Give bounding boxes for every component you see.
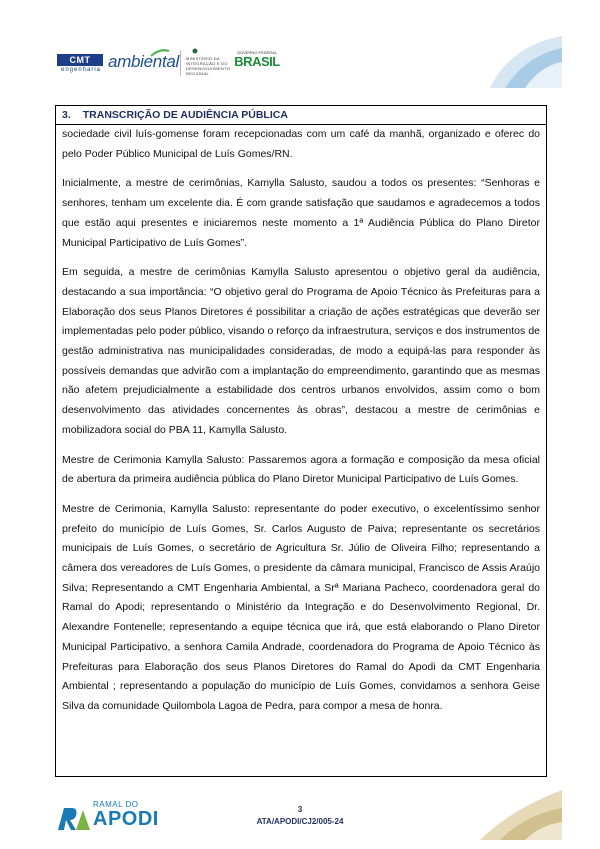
- ministry-logo: [186, 56, 230, 76]
- ministry-line: DESENVOLVIMENTO: [186, 66, 231, 71]
- paragraph: sociedade civil luís-gomense foram recepcionadas com um café da manhã, organizado e oferec do pelo Poder Público Municipal de Luís Gomes/RN.: [62, 128, 540, 160]
- page-header: [0, 0, 600, 100]
- cmt-engenharia-logo: [57, 54, 105, 76]
- ministry-line: MINISTÉRIO DA: [186, 56, 220, 61]
- section-heading: [56, 106, 546, 125]
- governo-federal-text: GOVERNO FEDERAL: [236, 50, 277, 55]
- ambiental-logo: ambiental: [108, 52, 180, 71]
- cmt-logo-subtitle: engenharia: [60, 67, 102, 73]
- ramal-text: RAMAL DO: [93, 800, 139, 809]
- paragraph: Mestre de Cerimonia, Kamylla Salusto: representante do poder executivo, o excelentíssimo senhor prefeito do município de Luís Gomes, Sr. Carlos Augusto de Paiva; representante os secretários municipais de Luís Gomes, o secretário de Agricultura Sr. Júlio de Oliveira Filho; representando a câmera dos vereadores de Luís Gomes, o presidente da câmara municipal, Francisco de Assis Araújo Silva; Representando a CMT Engenharia Ambiental, a Srª Mariana Pacheco, coordenadora geral do Ramal do Apodi; representando o Ministério da Integração e do Desenvolvimento Regional, Dr. Alexandre Fontenelle; representando a equipe técnica que irá, que está elaborando o Plano Diretor Municipal Participativo, a senhora Camila Andrade, coordenadora do Programa de Apoio Técnico às Prefeituras para Elaboração dos seus Planos Diretores do Ramal do Apodi da CMT Engenharia Ambiental ; representando a população do município de Luís Gomes, convidamos a senhora Geise Silva da comunidade Quilombola Lagoa de Pedra, para compor a mesa de honra.: [62, 502, 540, 712]
- governo-federal-logo: [232, 50, 282, 76]
- header-decorative-swoosh-icon: [470, 36, 562, 88]
- paragraph: Em seguida, a mestre de cerimônias Kamylla Salusto apresentou o objetivo geral da audiência, destacando a sua importância: “O objetivo geral do Programa de Apoio Técnico às Prefeituras para a Elaboração dos seus Planos Diretores é possibilitar a criação de ações estratégicas que deverão ser implementadas pelo poder público, visando o reforço da infraestrutura, serviços e dos instrumentos de gestão administrativa nas municipalidades consideradas, de modo a equipá-las para responder às possíveis demandas que advirão com a implantação do empreendimento, garantindo que as mesmas não afetem prejudicialmente a estabilidade dos centros urbanos envolvidos, assim como o bom desenvolvimento das atividades concernentes às obras”, destacou a mestre de cerimônias e mobilizadora social do PBA 11, Kamylla Salusto.: [62, 266, 540, 436]
- section-number: 3.: [62, 109, 71, 121]
- ministry-line: INTEGRAÇÃO E DO: [186, 61, 228, 66]
- cmt-logo-text: CMT: [57, 54, 103, 66]
- ministry-emblem-icon: [191, 48, 199, 54]
- ambiental-swoosh-icon: [150, 48, 170, 58]
- paragraph: Inicialmente, a mestre de cerimônias, Kamylla Salusto, saudou a todos os presentes: “Senhoras e senhores, tenham um excelente dia. É com grande satisfação que saudamos e agradecemos a todos que estão aqui presentes e iniciaremos neste momento a 1ª Audiência Pública do Plano Diretor Municipal Participativo de Luís Gomes”.: [62, 177, 540, 249]
- header-divider: [180, 50, 181, 76]
- brasil-wordmark: BRASIL: [234, 54, 280, 69]
- document-code: ATA/APODI/CJ2/005-24: [256, 817, 344, 826]
- section-title: TRANSCRIÇÃO DE AUDIÊNCIA PÚBLICA: [82, 109, 288, 121]
- apodi-text: APODI: [93, 808, 159, 830]
- paragraph: Mestre de Cerimonia Kamylla Salusto: Passaremos agora a formação e composição da mesa oficial de abertura da primeira audiência pública do Plano Diretor Municipal Participativo de Luís Gomes.: [62, 453, 540, 486]
- transcription-body: [56, 125, 546, 717]
- page-number: 3: [297, 805, 303, 814]
- transcription-section: [55, 105, 547, 777]
- footer-decorative-swoosh-icon: [470, 780, 562, 840]
- ministry-line: REGIONAL: [186, 71, 210, 76]
